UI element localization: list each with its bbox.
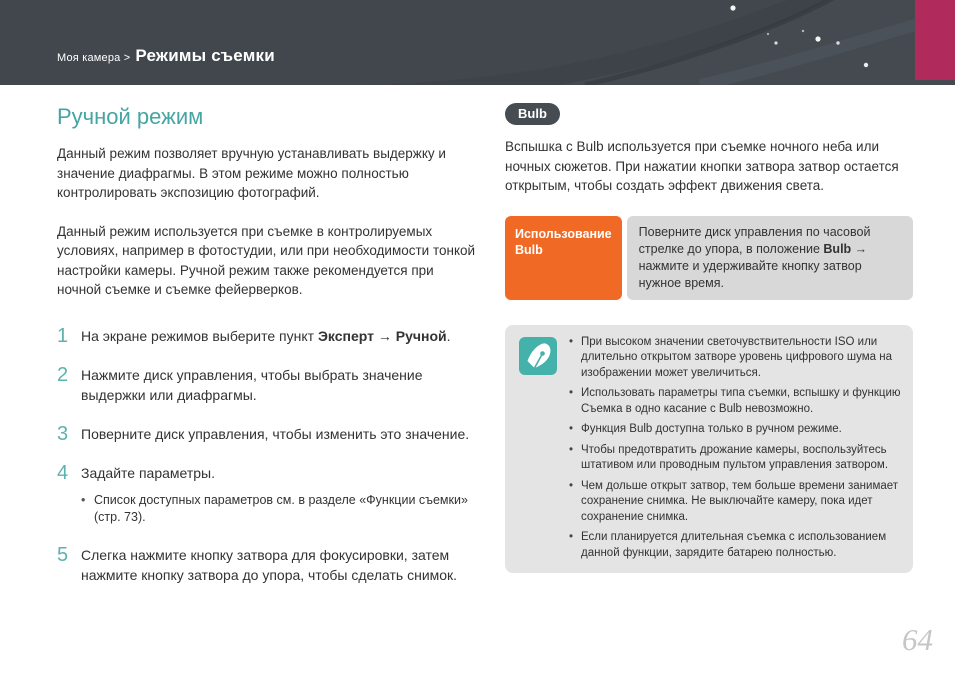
bulb-intro-paragraph: Вспышка с Bulb используется при съемке ночного неба или ночных сюжетов. При нажатии кнопки затвора затвор остается открытым, чтобы создать эффект движения света. [505,139,899,193]
step-2 [57,365,479,405]
note-item-text: Чтобы предотвратить дрожание камеры, воспользуйтесь штативом или проводным пультом управления затвором. [581,443,889,471]
step-4-subnote [81,492,479,526]
pen-note-icon [519,337,557,375]
step-3 [57,424,479,444]
section-title: Ручной режим [57,104,204,129]
usage-text-pre: Поверните диск управления по часовой стрелке до упора, в положение [638,224,871,256]
step-2-number: 2 [57,363,69,386]
note-bullet-glyph: • [569,479,574,492]
usage-text-bold: Bulb [823,241,852,256]
breadcrumb-chapter: Режимы съемки [135,46,275,65]
note-bullet-glyph: • [569,387,574,399]
chapter-color-tab [915,0,955,80]
step-5-number: 5 [57,543,69,566]
step-2-text: Нажмите диск управления, чтобы выбрать значение выдержки или диафрагмы. [81,366,423,403]
note-bullet-glyph: • [569,335,574,348]
note-item-text: Если планируется длительная съемка с использованием данной функции, зарядите батарею полностью. [581,531,887,559]
notes-list [569,335,901,562]
note-bullet-glyph: • [569,443,574,456]
step-5 [57,545,479,585]
step-1 [57,326,479,346]
step-4-number: 4 [57,461,69,484]
step-4-subnote-text: Список доступных параметров см. в разделе «Функции съемки» (стр. 73). [94,492,468,524]
note-item [569,335,901,382]
note-item-text: Функция Bulb доступна только в ручном режиме. [581,423,842,435]
note-item [569,530,901,561]
step-5-text: Слегка нажмите кнопку затвора для фокусировки, затем нажмите кнопку затвора до упора, чтобы сделать снимок. [81,546,458,583]
step-4-text-main: Задайте параметры. [81,464,215,481]
numbered-steps [57,326,479,585]
sub-bullet-glyph: • [81,492,86,507]
note-item [569,422,901,438]
note-item [569,479,901,526]
usage-bulb-table [505,216,913,300]
step-1-number: 1 [57,324,69,347]
intro-paragraph-2: Данный режим используется при съемке в контролируемых условиях, например в фотостудии, или при необходимости тонкой настройки камеры. Ручной режим также рекомендуется при ночной съемке и съемке фейерверков. [57,223,476,297]
note-item-text: При высоком значении светочувствительности ISO или длительно открытом затворе уровень цифрового шума на изображении может увеличиться. [581,335,893,379]
step-1-text-pre: На экране режимов выберите пункт [81,327,318,344]
step-3-number: 3 [57,422,69,445]
breadcrumb [57,46,275,66]
breadcrumb-section: Моя камера > [57,52,131,64]
left-column [57,104,479,604]
intro-paragraph-1: Данный режим позволяет вручную устанавливать выдержку и значение диафрагмы. В этом режиме можно полностью контролировать экспозицию фотографий. [57,146,446,200]
usage-bulb-instruction [627,216,913,300]
header-swoosh-decoration [0,0,955,85]
note-item-text: Чем дольше открыт затвор, тем больше времени занимает сохранение снимка. Не выключайте камеру, пока идет сохранение снимка. [581,479,899,523]
usage-text-post: → нажмите и удерживайте кнопку затвор нужное время. [638,241,868,290]
page-number: 64 [902,622,933,657]
bulb-badge: Bulb [505,103,560,125]
step-1-text [81,326,479,346]
notes-box [505,325,913,574]
right-column [505,103,913,573]
note-item [569,386,901,417]
note-bullet-glyph: • [569,423,574,435]
step-4 [57,463,479,526]
page-header [0,0,955,85]
note-item-text: Использовать параметры типа съемки, вспышку и функцию Съемка в одно касание с Bulb невозможно. [581,387,901,415]
note-bullet-glyph: • [569,531,574,543]
step-4-text [81,463,479,526]
usage-bulb-label: Использование Bulb [505,216,622,300]
note-item [569,443,901,474]
step-1-text-bold: Эксперт → Ручной [317,327,447,344]
step-1-text-post: . [446,327,451,344]
step-3-text: Поверните диск управления, чтобы изменить это значение. [81,425,470,442]
